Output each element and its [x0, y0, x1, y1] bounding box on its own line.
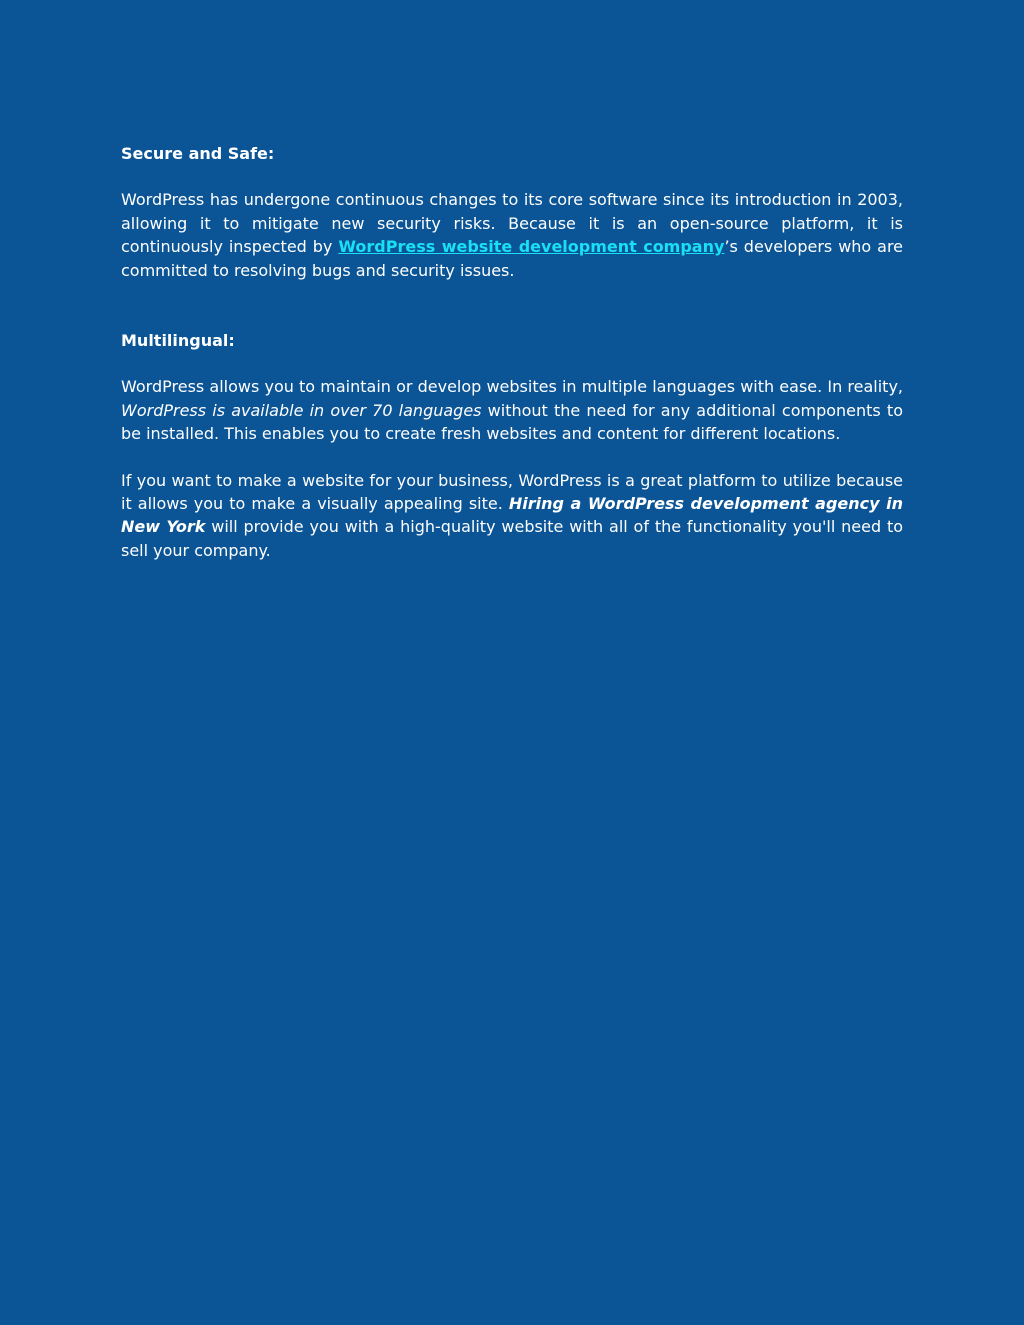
spacer	[121, 446, 903, 469]
section-heading-secure: Secure and Safe:	[121, 144, 275, 163]
paragraph-text: ’s developers who are committed to resolving bugs and security issues.	[121, 237, 904, 280]
paragraph-text: If you want to make a website for your business, WordPress is a great platform to utilize because it allows you to make a visually appealing site.	[121, 470, 903, 514]
spacer	[121, 165, 903, 188]
emphasis-hiring-agency: Hiring a WordPress development agency in New York	[121, 494, 903, 537]
spacer	[121, 282, 903, 329]
paragraph-text: will provide you with a high-quality website with all of the functionality you'll need to sell your company.	[121, 517, 904, 560]
paragraph-business	[121, 469, 903, 563]
spacer	[121, 352, 903, 375]
emphasis-languages: WordPress is available in over 70 languages	[121, 400, 482, 420]
wordpress-company-link[interactable]: WordPress website development company	[338, 237, 725, 257]
paragraph-text: WordPress has undergone continuous changes to its core software since its introduction in 2003, allowing it to mitigate new security risks. Because it is an open-source platform, it is continuously inspected by	[121, 190, 903, 257]
paragraph-multilingual	[121, 375, 903, 445]
section-heading-multilingual: Multilingual:	[121, 331, 235, 351]
paragraph-secure	[121, 188, 903, 282]
paragraph-text: WordPress allows you to maintain or develop websites in multiple languages with ease. In reality,	[121, 377, 903, 397]
paragraph-text: without the need for any additional components to be installed. This enables you to create fresh websites and content for different locations.	[121, 400, 903, 444]
document-page	[121, 142, 903, 562]
